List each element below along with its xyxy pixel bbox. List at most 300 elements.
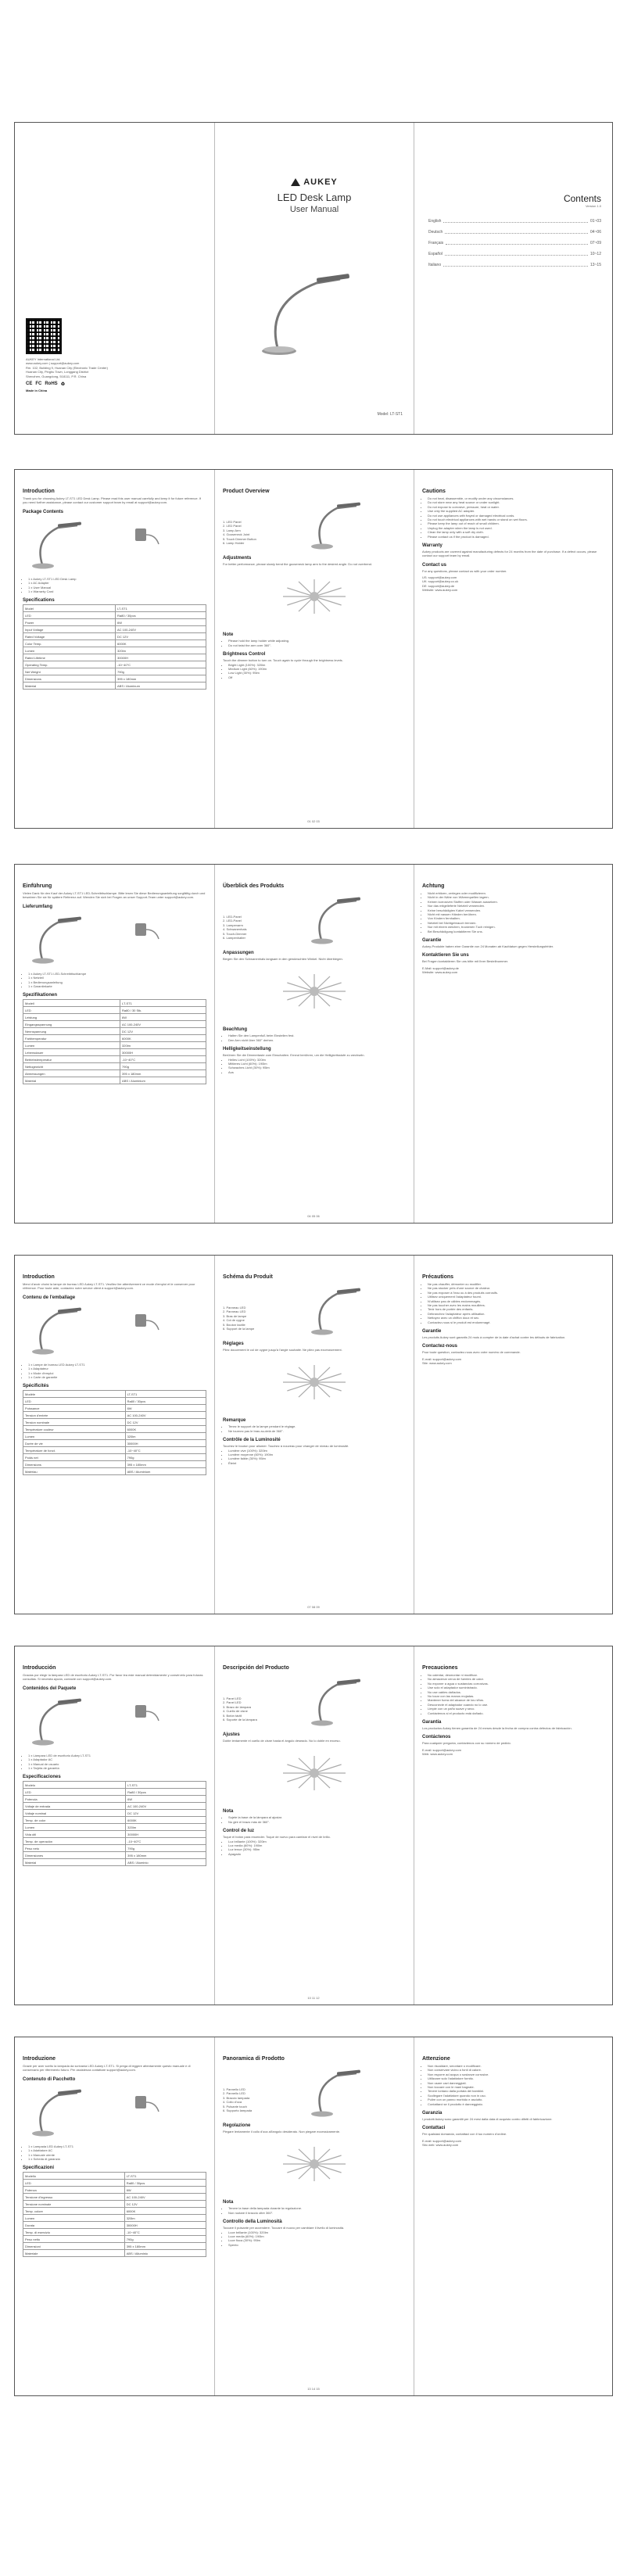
dot-leader [445, 253, 588, 256]
spec-value: 790g [116, 668, 206, 675]
spec-row [23, 1831, 206, 1838]
contents-row[interactable] [428, 263, 601, 267]
part-label: 3. Lamp Arm [223, 528, 241, 532]
caution-item: • N'utilisez pas de câbles endommagés. [428, 1299, 606, 1303]
caution-item: • Do not heat, disassemble, or modify under any circumstances. [428, 496, 606, 500]
warranty-text: Aukey products are covered against manufacturing defects for 24 months from the date of purchase. If a defect occurs, please contact our support team by email. [422, 549, 597, 558]
caution-item: • Débranchez l'adaptateur après utilisation. [428, 1312, 606, 1316]
spec-key: Modello [23, 2173, 125, 2180]
spec-key: Dimensions [23, 675, 116, 683]
intro-title: Introducción [23, 1665, 56, 1671]
package-title: Package Contents [23, 509, 64, 514]
spec-row [23, 1782, 206, 1789]
contact-text: Per qualsiasi domanda, contattaci con il tuo numero d'ordine. [422, 2132, 507, 2137]
overview-title: Panoramica di Prodotto [223, 2056, 285, 2062]
spec-value: 395 x 180mm [125, 1461, 206, 1468]
cover-subtitle: User Manual [289, 205, 339, 214]
caution-item: • Nettoyez avec un chiffon doux et sec. [428, 1316, 606, 1320]
intro-title: Introduction [23, 489, 55, 494]
contents-language: Français [428, 241, 444, 245]
contact-text: Bei Fragen kontaktieren Sie uns bitte mit Ihrer Bestellnummer. [422, 959, 509, 964]
overview-title: Schéma du Produit [223, 1274, 273, 1280]
caution-item: • Non toccare con le mani bagnate. [428, 2085, 606, 2089]
spec-row [23, 1035, 206, 1042]
adjust-text: For better performance, please slowly bend the gooseneck lamp arm to the desired angle. Do not overbend. [223, 562, 372, 566]
spec-row [23, 647, 206, 654]
package-item: • 1 x Adattatore AC [28, 2148, 206, 2152]
cover-title: LED Desk Lamp [277, 192, 352, 203]
contents-language: Italiano [428, 263, 442, 267]
manual-spread [14, 469, 613, 829]
part-label: 2. LED-Panel [223, 919, 242, 923]
contact-email: E-Mail: support@aukey.de [422, 966, 459, 970]
warranty-text: Les produits Aukey sont garantis 24 mois à compter de la date d'achat contre les défauts de fabrication. [422, 1335, 566, 1339]
part-label: 4. Schwanenhals [223, 927, 247, 932]
contents-pages: 10~12 [589, 252, 601, 256]
contents-row[interactable] [428, 241, 601, 245]
spec-key: Potenza [23, 2187, 125, 2194]
spec-value: 790g [126, 1845, 206, 1852]
package-item: • 1 x Carte de garantie [28, 1375, 206, 1379]
spec-value: AC 100-240V [124, 2194, 206, 2201]
cover-contact-line: Huanan City, Pinghu Town, Longgang District [26, 370, 89, 374]
spec-row [23, 633, 206, 640]
caution-title: Précautions [422, 1274, 454, 1280]
package-lamp-illustration [23, 2083, 93, 2138]
package-illustration [23, 516, 206, 577]
caution-title: Achtung [422, 883, 445, 889]
brightness-title: Control de luz [223, 1829, 254, 1834]
cover-contact-line: Rm. 102, Building 9, Huanan City (Electronic Trade Center) [26, 365, 108, 370]
adjust-text: Pliez doucement le col de cygne jusqu'à l'angle souhaité. Ne pliez pas excessivement. [223, 1348, 342, 1352]
caution-item: • Non usare cavi danneggiati. [428, 2081, 606, 2085]
spec-row [23, 1049, 206, 1056]
spec-value: Ra80 / 30pcs [126, 1789, 206, 1796]
spec-row [23, 2208, 206, 2215]
part-label: 5. Botón táctil [223, 1713, 242, 1718]
spec-key: Materiale [23, 2250, 125, 2257]
spec-table [23, 604, 206, 690]
spec-value: 30000H [126, 1831, 206, 1838]
caution-item: • Do not store near any heat source or under sunlight. [428, 500, 606, 504]
parts-list [223, 2064, 297, 2112]
spec-key: Peso netto [23, 2236, 125, 2243]
dot-leader [446, 242, 588, 245]
spec-key: Power [23, 619, 116, 626]
spec-value: 320lm [125, 1433, 206, 1440]
adapter-illustration [132, 1309, 163, 1333]
caution-item: • Clean the lamp only with a soft dry cloth. [428, 530, 606, 534]
contents-row[interactable] [428, 230, 601, 235]
package-illustration [23, 1302, 206, 1363]
spec-row [23, 605, 206, 612]
note-title: Note [223, 632, 234, 638]
brightness-title: Controllo della Luminosità [223, 2220, 282, 2225]
caution-item: • Tenir hors de portée des enfants. [428, 1307, 606, 1311]
adapter-illustration [132, 919, 163, 942]
spec-value: ABS / Alluminio [124, 2250, 206, 2257]
warranty-title: Garantie [422, 1328, 442, 1334]
contents-row[interactable] [428, 252, 601, 256]
contents-language: Deutsch [428, 230, 443, 235]
package-item: • 1 x Lámpara LED de escritorio Aukey LT-ST1 [28, 1754, 206, 1757]
spec-key: Poids net [23, 1454, 126, 1461]
cover-sheet [14, 122, 613, 435]
spec-title: Spécificités [23, 1384, 49, 1389]
spec-row [23, 1419, 206, 1426]
overview-lamp-diagram [302, 891, 372, 946]
contact-email: E-mail: support@aukey.com [422, 2138, 462, 2143]
brightness-text: Touchez le bouton pour allumer. Touchez à nouveau pour changer de niveau de luminosité. [223, 1444, 349, 1449]
intro-title: Einführung [23, 883, 52, 889]
spec-value: AC 100-240V [125, 1412, 206, 1419]
part-label: 5. Touch-Dimmer [223, 931, 247, 936]
spec-row [23, 1063, 206, 1070]
spec-value: 790g [125, 1454, 206, 1461]
contact-text: Pour toute question, contactez-nous avec votre numéro de commande. [422, 1350, 521, 1355]
brightness-level: • Lumière faible (30%): 95lm [228, 1456, 406, 1460]
note-list [223, 639, 406, 647]
brightness-level: • Luce media (60%): 190lm [228, 2234, 406, 2238]
part-label: 6. Lamp Holder [223, 540, 245, 545]
caution-item: • Ne pas exposer à l'eau ou à des produits corrosifs. [428, 1291, 606, 1295]
caution-item: • Ne pas chauffer, démonter ou modifier. [428, 1282, 606, 1286]
note-list [223, 1034, 406, 1042]
spec-value: AC 100-240V [116, 626, 206, 633]
spec-row [23, 1461, 206, 1468]
spec-value: LT-ST1 [125, 1391, 206, 1398]
caution-list [422, 1282, 606, 1324]
note-item: • Halten Sie den Lampenfuß beim Einstellen fest. [228, 1034, 406, 1037]
spec-key: Peso neto [23, 1845, 126, 1852]
adjust-text: Doble lentamente el cuello de cisne hasta el ángulo deseado. No lo doble en exceso. [223, 1739, 341, 1743]
caution-item: • Utilisez uniquement l'adaptateur fourni. [428, 1295, 606, 1299]
contents-list [422, 219, 606, 267]
spec-value: DC 12V [120, 1028, 206, 1035]
spec-value: 30000H [125, 1440, 206, 1447]
adjust-title: Regolazione [223, 2123, 251, 2128]
adjust-title: Anpassungen [223, 951, 254, 955]
spec-key: LED [23, 1789, 126, 1796]
fcc-mark: FC [35, 381, 42, 386]
contact-email: Website: www.aukey.com [422, 970, 458, 975]
spec-row [23, 1817, 206, 1824]
overview-title: Überblick des Produkts [223, 883, 285, 889]
contact-title: Contactez-nous [422, 1344, 457, 1349]
spec-row [23, 1789, 206, 1796]
warranty-title: Garantie [422, 937, 442, 943]
spec-key: Durata [23, 2222, 125, 2229]
spec-row [23, 2173, 206, 2180]
cover-contact-line: Shenzhen, Guangdong, 518111, P.R. China [26, 374, 87, 378]
adapter-illustration [132, 2091, 163, 2115]
package-item: • 1 x Bedienungsanleitung [28, 980, 206, 984]
intro-column [15, 1256, 214, 1614]
package-item: • 1 x Tarjeta de garantía [28, 1766, 206, 1770]
intro-title: Introduction [23, 1274, 55, 1280]
part-label: 3. Brazo de lámpara [223, 1704, 252, 1709]
part-label: 1. Panneau LED [223, 1306, 246, 1309]
spec-title: Especificaciones [23, 1775, 61, 1780]
spec-key: Betriebstemperatur [23, 1056, 120, 1063]
spec-value: 320lm [116, 647, 206, 654]
note-item: • Do not twist the arm over 360°. [228, 643, 406, 647]
qr-code [26, 318, 62, 354]
spec-value: 6000K [125, 1426, 206, 1433]
package-list [23, 577, 206, 594]
package-illustration [23, 1693, 206, 1754]
package-illustration [23, 2083, 206, 2144]
page-numbers: 01 02 03 [307, 819, 320, 823]
spec-value: ABS / Aluminum [116, 683, 206, 690]
intro-text: Vielen Dank für den Kauf der Aukey LT-ST1 LED-Schreibtischlampe. Bitte lesen Sie diese Bedienungsanleitung sorgfältig durch und bewahren Sie sie für spätere Referenz auf. Wenden Sie sich bei Fragen an unser Support-Team unter support@aukey.com. [23, 891, 206, 900]
contents-language: Español [428, 252, 443, 256]
brightness-title: Brightness Control [223, 652, 266, 657]
spec-key: Tensione d'ingresso [23, 2194, 125, 2201]
page-numbers: 10 11 12 [307, 1996, 320, 2000]
caution-item: • Limpie con un paño suave y seco. [428, 1707, 606, 1711]
spec-row [23, 1852, 206, 1859]
spec-row [23, 1845, 206, 1852]
spec-row [23, 1042, 206, 1049]
spec-key: Rated Voltage [23, 633, 116, 640]
overview-column [214, 1646, 414, 2005]
part-label: 1. Panel LED [223, 1696, 242, 1700]
adjust-rotation-diagram [275, 569, 353, 624]
package-list [23, 1754, 206, 1771]
brightness-level: • Luz tenue (30%): 95lm [228, 1847, 406, 1851]
desk-lamp-illustration [223, 256, 407, 365]
brightness-level: • Apagado [228, 1852, 406, 1856]
part-label: 6. Support de la lampe [223, 1326, 255, 1331]
spec-row [23, 675, 206, 683]
spec-key: Vida útil [23, 1831, 126, 1838]
note-list [223, 1815, 406, 1824]
adjust-title: Ajustes [223, 1732, 240, 1737]
spec-key: Potencia [23, 1796, 126, 1803]
parts-list [223, 496, 297, 545]
note-item: • Den Arm nicht über 360° drehen. [228, 1038, 406, 1042]
manual-spread [14, 1255, 613, 1614]
cautions-column [414, 1646, 613, 2005]
spec-key: Dimensioni [23, 2243, 125, 2250]
manual-spread [14, 2037, 613, 2396]
brand-logo [223, 177, 406, 187]
caution-list [422, 1673, 606, 1715]
caution-item: • Non riscaldare, smontare o modificare. [428, 2064, 606, 2068]
spec-row [23, 1824, 206, 1831]
brightness-levels [223, 1840, 406, 1857]
note-item: • Sujete la base de la lámpara al ajustar. [228, 1815, 406, 1819]
spec-value: AC 100-240V [126, 1803, 206, 1810]
spec-row [23, 2180, 206, 2187]
spec-row [23, 1433, 206, 1440]
package-item: • 1 x Garantiekarte [28, 984, 206, 988]
warranty-title: Warranty [422, 543, 442, 548]
spec-row [23, 1028, 206, 1035]
contact-title: Kontaktieren Sie uns [422, 953, 469, 958]
spec-key: Tensione nominale [23, 2201, 125, 2208]
package-item: • 1 x AC Adapter [28, 581, 206, 585]
spec-value: 395 x 180mm [124, 2243, 206, 2250]
spec-row [23, 2215, 206, 2222]
brightness-text: Touch the dimmer button to turn on. Touch again to cycle through the brightness levels. [223, 658, 343, 663]
spec-key: Temp. di esercizio [23, 2229, 125, 2236]
certification-marks [26, 382, 198, 387]
contents-pages: 13~15 [589, 263, 601, 267]
note-title: Nota [223, 2200, 234, 2205]
spec-key: Dimensiones [23, 1852, 126, 1859]
spec-key: Lumen [23, 647, 116, 654]
note-title: Beachtung [223, 1027, 248, 1033]
spec-key: Matériau [23, 1468, 126, 1475]
brightness-level: • Spento [228, 2243, 406, 2247]
caution-item: • Please keep the lamp out of reach of small children. [428, 521, 606, 525]
spec-row [23, 1070, 206, 1077]
parts-list [223, 1282, 297, 1331]
spec-key: Net Weight [23, 668, 116, 675]
package-item: • 1 x Adaptateur [28, 1367, 206, 1370]
spec-value: 6000K [120, 1035, 206, 1042]
spec-row [23, 1454, 206, 1461]
caution-item: • Do not expose to corrosive, pressure, heat or water. [428, 505, 606, 509]
caution-item: • No calentar, desmontar ni modificar. [428, 1673, 606, 1677]
spec-title: Spezifikationen [23, 993, 58, 998]
recycle-icon: ♻ [60, 382, 66, 387]
spec-key: Puissance [23, 1405, 126, 1412]
part-label: 1. LED-Panel [223, 915, 242, 919]
brightness-level: • Off [228, 675, 406, 679]
adjust-rotation-diagram [275, 2137, 353, 2191]
spec-row [23, 2201, 206, 2208]
part-label: 2. Pannello LED [223, 2091, 245, 2096]
package-item: • 1 x Aukey LT-ST1 LED Desk Lamp [28, 577, 206, 581]
contact-email: Website: www.aukey.com [422, 588, 458, 593]
overview-lamp-diagram [302, 1673, 372, 1728]
spec-key: Voltaje nominal [23, 1810, 126, 1817]
overview-title: Product Overview [223, 489, 270, 494]
intro-text: Grazie per aver scelto la lampada da scrivania LED Aukey LT-ST1. Si prega di leggere attentamente questo manuale e di conservarlo per riferimento futuro. Per assistenza contattare support@aukey.com. [23, 2064, 191, 2073]
spec-key: Voltaje de entrada [23, 1803, 126, 1810]
overview-diagram [223, 1673, 406, 1728]
made-in-label: Made in China [26, 388, 48, 392]
brightness-levels [223, 2230, 406, 2248]
package-title: Contenidos del Paquete [23, 1686, 77, 1691]
contents-title: Contents [563, 193, 601, 204]
spec-key: Dimensions [23, 1461, 126, 1468]
brightness-level: • Éteint [228, 1461, 406, 1465]
package-item: • 1 x Adaptador AC [28, 1757, 206, 1761]
package-list [23, 972, 206, 989]
caution-title: Attenzione [422, 2056, 450, 2062]
contact-text: Para cualquier pregunta, contáctenos con su número de pedido. [422, 1741, 511, 1746]
contact-email: UK: support@aukey.co.uk [422, 579, 459, 584]
spec-key: LED [23, 1398, 126, 1405]
contact-email: Web: www.aukey.com [422, 1752, 453, 1757]
spec-value: 395 x 180mm [120, 1070, 206, 1077]
caution-item: • Do not use appliances with frayed or damaged electrical cords. [428, 514, 606, 518]
spec-table [23, 1781, 206, 1866]
spec-key: Farbtemperatur [23, 1035, 120, 1042]
spec-key: Nennspannung [23, 1028, 120, 1035]
adjust-rotation-diagram [275, 1355, 353, 1410]
spec-row [23, 612, 206, 619]
caution-item: • Keinen korrosiven Stoffen oder Wasser aussetzen. [428, 900, 606, 904]
package-title: Contenuto di Pacchetto [23, 2076, 76, 2082]
model-label: Model: LT-ST1 [377, 412, 403, 417]
package-item: • 1 x User Manual [28, 586, 206, 589]
dot-leader [445, 231, 588, 234]
cautions-column [414, 865, 613, 1223]
contact-email: US: support@aukey.com [422, 575, 457, 580]
spec-row [23, 1014, 206, 1021]
spec-value: 790g [120, 1063, 206, 1070]
brightness-levels [223, 1058, 406, 1075]
part-label: 5. Bouton tactile [223, 1322, 245, 1327]
spec-value: -10~40°C [120, 1056, 206, 1063]
spec-row [23, 2250, 206, 2257]
note-item: • Tenere la base della lampada durante la regolazione. [228, 2206, 406, 2210]
spec-row [23, 1391, 206, 1398]
part-label: 3. Bras de lampe [223, 1313, 247, 1318]
spec-value: Ra80 / 30pcs [124, 2180, 206, 2187]
overview-lamp-diagram [302, 1282, 372, 1337]
spec-row [23, 683, 206, 690]
spec-key: Eingangsspannung [23, 1021, 120, 1028]
part-label: 2. Panel LED [223, 1700, 242, 1705]
brightness-level: • Schwaches Licht (30%): 95lm [228, 1066, 406, 1069]
caution-item: • Use only the supplied AC adapter. [428, 509, 606, 513]
spec-key: Abmessungen [23, 1070, 120, 1077]
contact-email: DE: support@aukey.de [422, 583, 455, 588]
caution-item: • Contáctenos si el producto está dañado. [428, 1711, 606, 1715]
spec-title: Specifications [23, 598, 55, 604]
adjust-rotation-diagram [275, 1746, 353, 1800]
contact-title: Contact us [422, 562, 447, 568]
contents-row[interactable] [428, 219, 601, 224]
spec-key: Lumen [23, 1433, 126, 1440]
note-item: • Ne tournez pas le bras au-delà de 360°. [228, 1429, 406, 1433]
overview-diagram [223, 496, 406, 551]
adjust-title: Réglages [223, 1342, 244, 1346]
brightness-level: • Aus [228, 1070, 406, 1074]
spec-key: Rated Lifetime [23, 654, 116, 661]
package-title: Lieferumfang [23, 904, 53, 909]
spec-value: 6W [124, 2187, 206, 2194]
contact-email: Site: www.aukey.com [422, 1361, 452, 1366]
spec-value: LT-ST1 [126, 1782, 206, 1789]
part-label: 1. Pannello LED [223, 2087, 245, 2091]
spec-key: Temp. colore [23, 2208, 125, 2215]
caution-item: • Tenere lontano dalla portata dei bambini. [428, 2089, 606, 2093]
caution-item: • Contactez-nous si le produit est endommagé. [428, 1320, 606, 1324]
caution-item: • Please contact us if the product is damaged. [428, 535, 606, 539]
spec-value: -10~40°C [124, 2229, 206, 2236]
spec-key: Leistung [23, 1014, 120, 1021]
spec-value: LT-ST1 [120, 1000, 206, 1007]
spec-key: Operating Temp. [23, 661, 116, 668]
note-title: Nota [223, 1809, 234, 1815]
intro-text: Thank you for choosing Aukey LT-ST1 LED Desk Lamp. Please read this user manual carefully and keep it for future reference. If you need further assistance, please contact our customer support team by email at support@aukey.com. [23, 496, 202, 505]
intro-text: Gracias por elegir la lámpara LED de escritorio Aukey LT-ST1. Por favor lea este manual detenidamente y consérvelo para futuras consultas. Si necesita ayuda, contacte con support@aukey.com. [23, 1673, 203, 1682]
adjust-text: Biegen Sie den Schwanenhals langsam in den gewünschten Winkel. Nicht überbiegen. [223, 957, 343, 961]
package-item: • 1 x Netzteil [28, 976, 206, 980]
caution-item: • Nicht in der Nähe von Wärmequellen lagern. [428, 895, 606, 899]
page-numbers: 04 05 06 [307, 1214, 320, 1218]
contact-email: E-mail: support@aukey.com [422, 1747, 462, 1752]
contents-pages: 01~03 [589, 219, 601, 224]
caution-list [422, 2064, 606, 2106]
